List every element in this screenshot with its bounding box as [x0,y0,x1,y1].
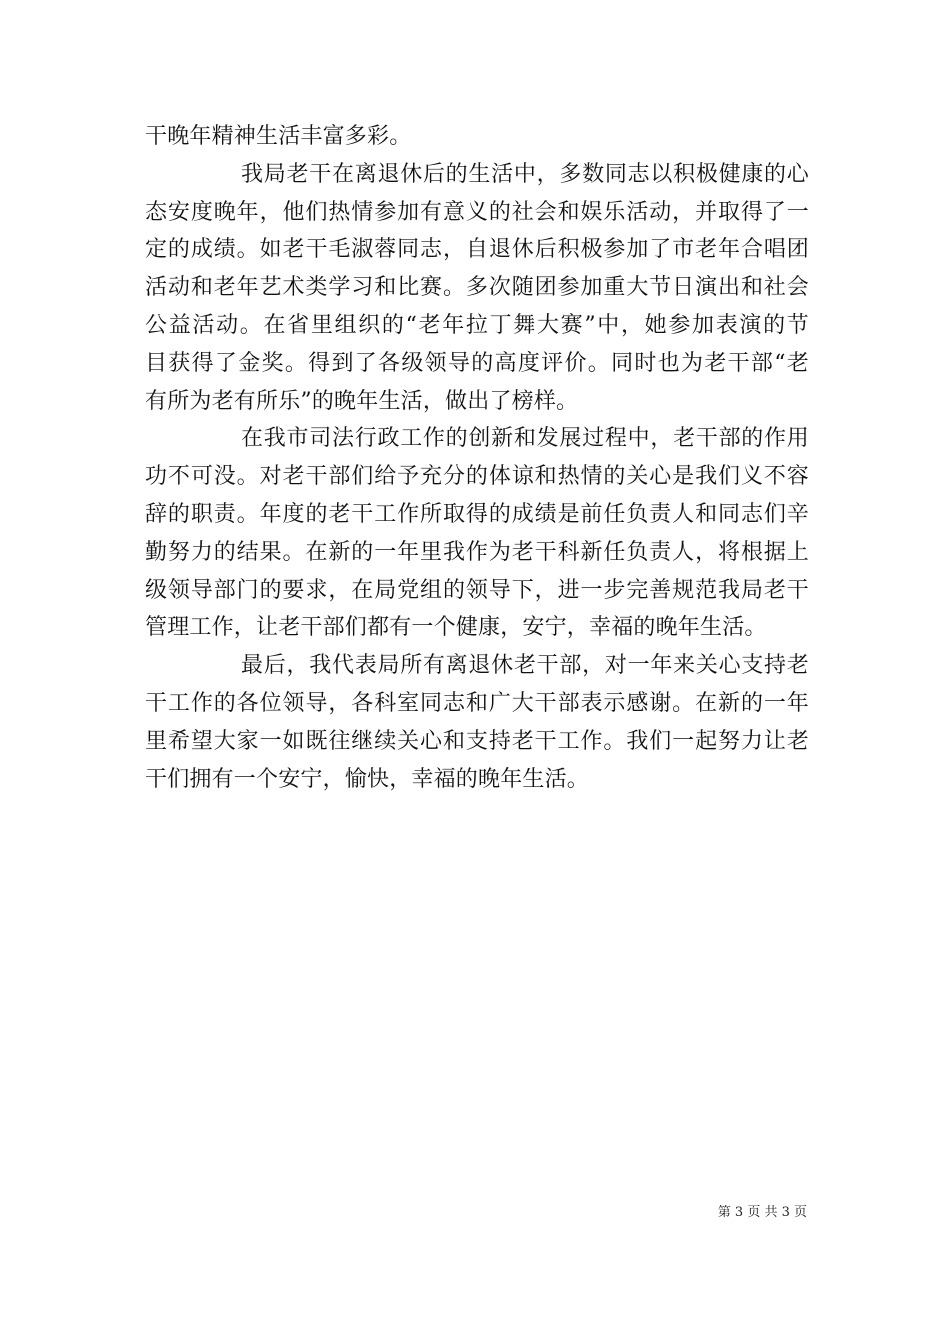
page-number: 第 3 页 共 3 页 [717,1205,807,1220]
text-line: 目获得了金奖。得到了各级领导的高度评价。同时也为老干部“老 [145,350,809,376]
text-line: 级领导部门的要求，在局党组的领导下，进一步完善规范我局老干 [145,577,809,603]
text-line: 辞的职责。年度的老干工作所取得的成绩是前任负责人和同志们辛 [145,501,809,527]
text-line: 管理工作，让老干部们都有一个健康，安宁，幸福的晚年生活。 [145,615,767,641]
text-line: 干工作的各位领导，各科室同志和广大干部表示感谢。在新的一年 [145,690,809,716]
text-line: 勤努力的结果。在新的一年里我作为老干科新任负责人，将根据上 [145,539,809,565]
text-line: 有所为老有所乐”的晚年生活，做出了榜样。 [145,388,579,414]
text-line: 干们拥有一个安宁，愉快，幸福的晚年生活。 [145,766,590,792]
text-line: 态安度晚年，他们热情参加有意义的社会和娱乐活动，并取得了一 [145,199,809,225]
text-line: 公益活动。在省里组织的“老年拉丁舞大赛”中，她参加表演的节 [145,312,809,338]
paragraph-first-line: 我局老干在离退休后的生活中，多数同志以积极健康的心 [241,161,809,187]
text-line: 干晚年精神生活丰富多彩。 [145,124,412,149]
text-line: 功不可没。对老干部们给予充分的体谅和热情的关心是我们义不容 [145,464,809,490]
body-text [145,118,809,798]
paragraph-first-line: 在我市司法行政工作的创新和发展过程中，老干部的作用 [241,426,809,452]
text-line: 里希望大家一如既往继续关心和支持老干工作。我们一起努力让老 [145,728,809,754]
text-line: 定的成绩。如老干毛淑蓉同志，自退休后积极参加了市老年合唱团 [145,237,809,263]
text-line: 活动和老年艺术类学习和比赛。多次随团参加重大节日演出和社会 [145,275,809,301]
paragraph-first-line: 最后，我代表局所有离退休老干部，对一年来关心支持老 [241,653,809,679]
